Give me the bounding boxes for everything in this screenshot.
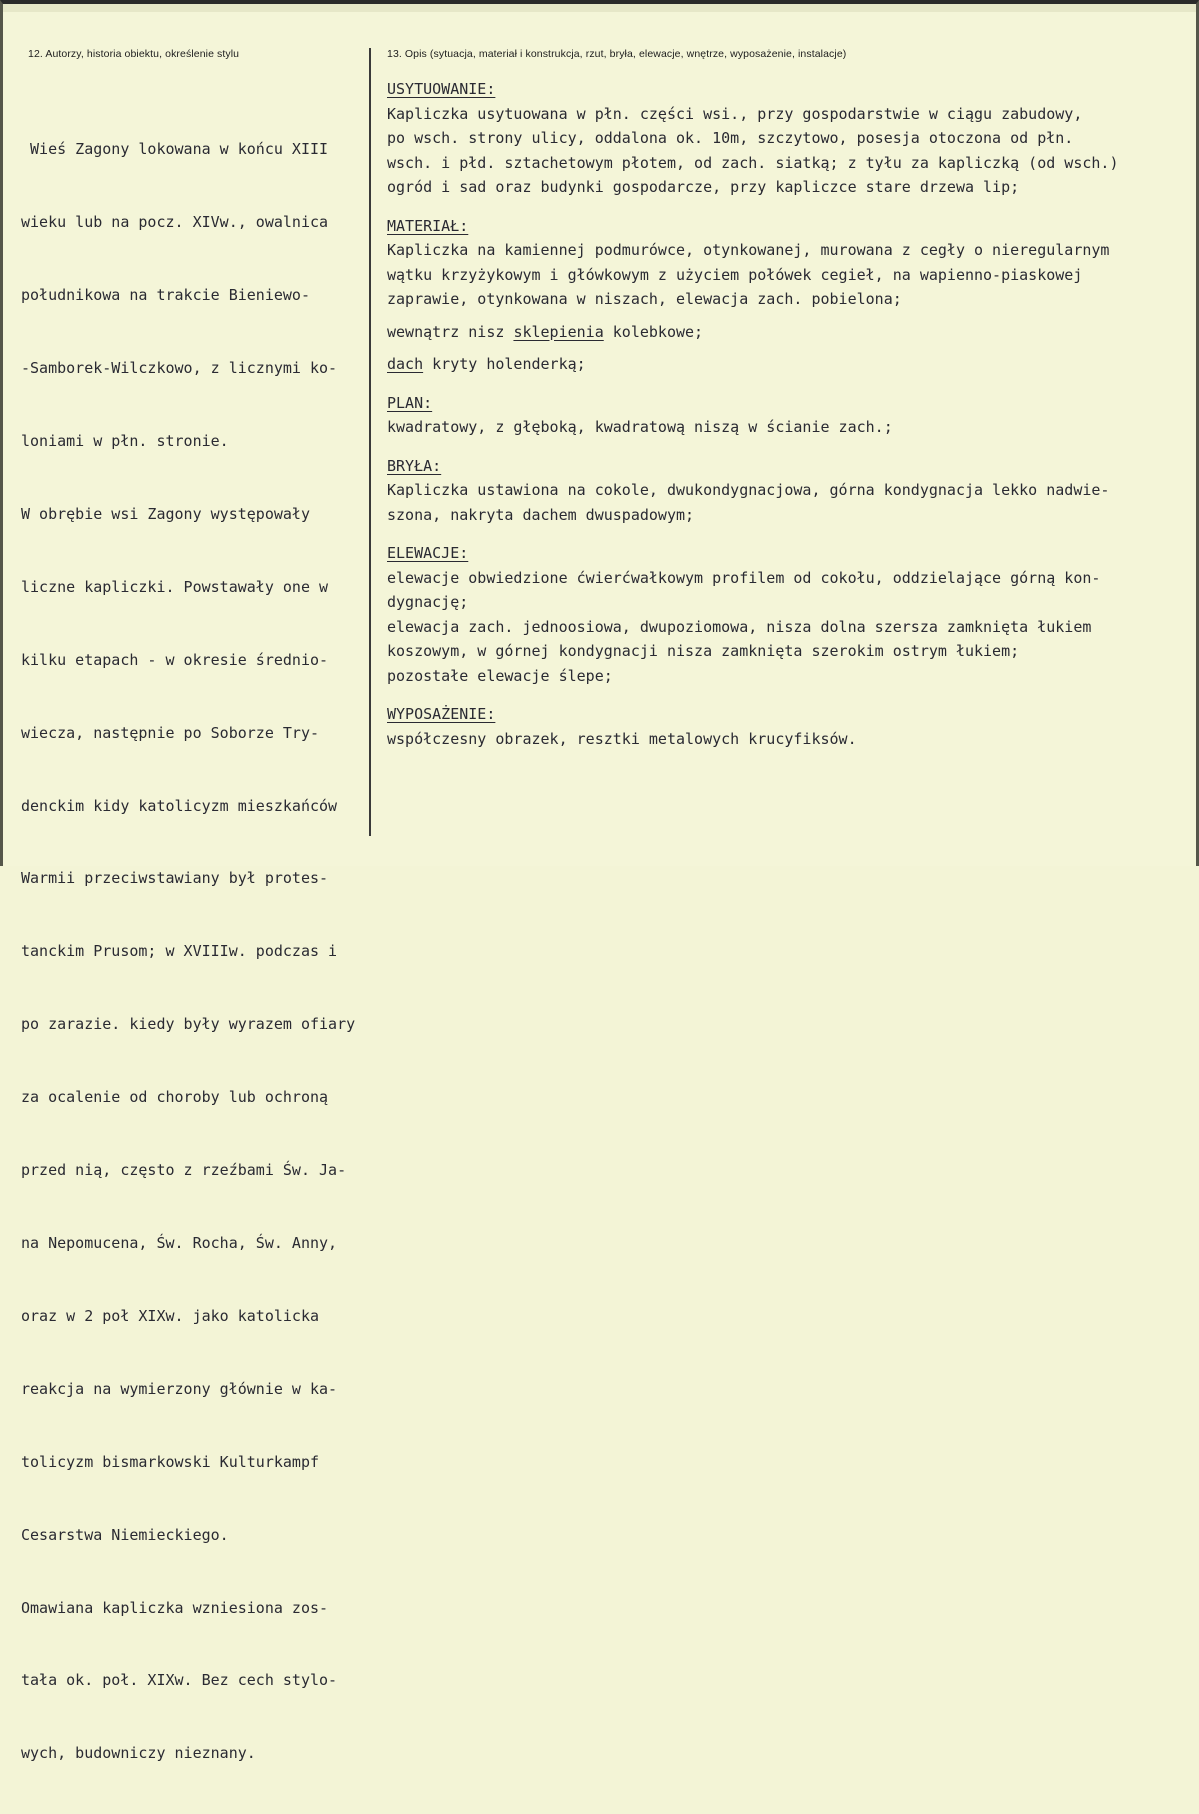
location-line: Kapliczka usytuowana w płn. części wsi., przy gospodarstwie w ciągu zabudowy, (387, 104, 1083, 123)
history-line: przed nią, często z rzeźbami Św. Ja- (21, 1161, 347, 1180)
location-line: ogród i sad oraz budynki gospodarcze, przy kapliczce stare drzewa lip; (387, 178, 1020, 196)
elevations-line: dygnację; (387, 593, 469, 611)
history-line: Omawiana kapliczka wzniesiona zos- (21, 1598, 329, 1617)
section-title-material: MATERIAŁ: (387, 216, 469, 235)
plan-line: kwadratowy, z głęboką, kwadratową niszą w ścianie zach.; (387, 418, 893, 436)
location-line: po wsch. strony ulicy, oddalona ok. 10m, szczytowo, posesja otoczona od płn. (387, 129, 1074, 147)
history-line: wieku lub na pocz. XIVw., owalnica (21, 213, 329, 232)
section-title-plan: PLAN: (387, 393, 433, 412)
top-edge (3, 4, 1196, 12)
section-title-massing: BRYŁA: (387, 456, 442, 475)
history-line: na Nepomucena, Św. Rocha, Św. Anny, (21, 1234, 338, 1252)
history-line: W obrębie wsi Zagony występowały (21, 504, 310, 523)
furnishings-line: współczesny obrazek, resztki metalowych krucyfiksów. (387, 729, 857, 748)
section-title-elevations: ELEWACJE: (387, 544, 469, 562)
history-line: za ocalenie od choroby lub ochroną (21, 1088, 329, 1107)
elevations-line: pozostałe elewacje ślepe; (387, 666, 613, 685)
description-text (387, 77, 1187, 751)
history-line: kilku etapach - w okresie średnio- (21, 650, 329, 669)
history-line: wiecza, następnie po Soborze Try- (21, 723, 320, 742)
history-line: -Samborek-Wilczkowo, z licznymi ko- (21, 359, 338, 378)
material-line: Kapliczka na kamiennej podmurówce, otynkowanej, murowana z cegły o nieregularnym (387, 241, 1110, 259)
history-line: tolicyzm bismarkowski Kulturkampf (21, 1452, 320, 1471)
massing-line: Kapliczka ustawiona na cokole, dwukondygnacjowa, górna kondygnacja lekko nadwie- (387, 481, 1110, 499)
header-description: 13. Opis (sytuacja, materiał i konstrukcja, rzut, bryła, elewacje, wnętrze, wyposażenie, instalacje) (387, 48, 847, 60)
roof-underlined: dach (387, 355, 424, 373)
vault-pre: wewnątrz nisz (387, 322, 514, 341)
history-line: tanckim Prusom; w XVIIIw. podczas i (21, 942, 338, 961)
vault-underlined: sklepienia (513, 322, 604, 341)
history-line: południkowa na trakcie Bieniewo- (21, 286, 310, 305)
header-authors-history: 12. Autorzy, historia obiektu, określenie stylu (28, 48, 240, 60)
history-line: Warmii przeciwstawiany był protes- (21, 869, 329, 888)
material-line: wątku krzyżykowym i główkowym z użyciem połówek cegieł, na wapienno-piaskowej (387, 265, 1083, 284)
elevations-line: koszowym, w górnej kondygnacji nisza zamknięta szerokim ostrym łukiem; (387, 642, 1020, 660)
history-line: tała ok. poł. XIXw. Bez cech stylo- (21, 1671, 338, 1690)
history-line: oraz w 2 poł XIXw. jako katolicka (21, 1306, 320, 1325)
history-line: reakcja na wymierzony głównie w ka- (21, 1379, 338, 1398)
massing-line: szona, nakryta dachem dwuspadowym; (387, 505, 695, 524)
roof-post: kryty holenderką; (423, 355, 586, 373)
history-line: loniami w płn. stronie. (21, 432, 229, 451)
section-title-furnishings: WYPOSAŻENIE: (387, 705, 496, 723)
history-line: Wieś Zagony lokowana w końcu XIII (21, 140, 329, 159)
elevations-line: elewacje obwiedzione ćwierćwałkowym profilem od cokołu, oddzielające górną kon- (387, 568, 1101, 587)
history-line: Cesarstwa Niemieckiego. (21, 1525, 229, 1544)
roof-line (387, 352, 1187, 377)
vault-line (387, 320, 1187, 345)
elevations-line: elewacja zach. jednoosiowa, dwupoziomowa, nisza dolna szersza zamknięta łukiem (387, 617, 1092, 636)
history-text (21, 89, 371, 1814)
history-line: wych, budowniczy nieznany. (21, 1744, 256, 1763)
location-line: wsch. i płd. sztachetowym płotem, od zach. siatką; z tyłu za kapliczką (od wsch.) (387, 153, 1119, 172)
history-line: po zarazie. kiedy były wyrazem ofiary (21, 1015, 356, 1034)
history-line: denckim kidy katolicyzm mieszkańców (21, 796, 338, 815)
material-line: zaprawie, otynkowana w niszach, elewacja zach. pobielona; (387, 290, 902, 308)
history-line: liczne kapliczki. Powstawały one w (21, 577, 329, 596)
section-title-location: USYTUOWANIE: (387, 80, 496, 98)
vault-post: kolebkowe; (603, 322, 704, 341)
